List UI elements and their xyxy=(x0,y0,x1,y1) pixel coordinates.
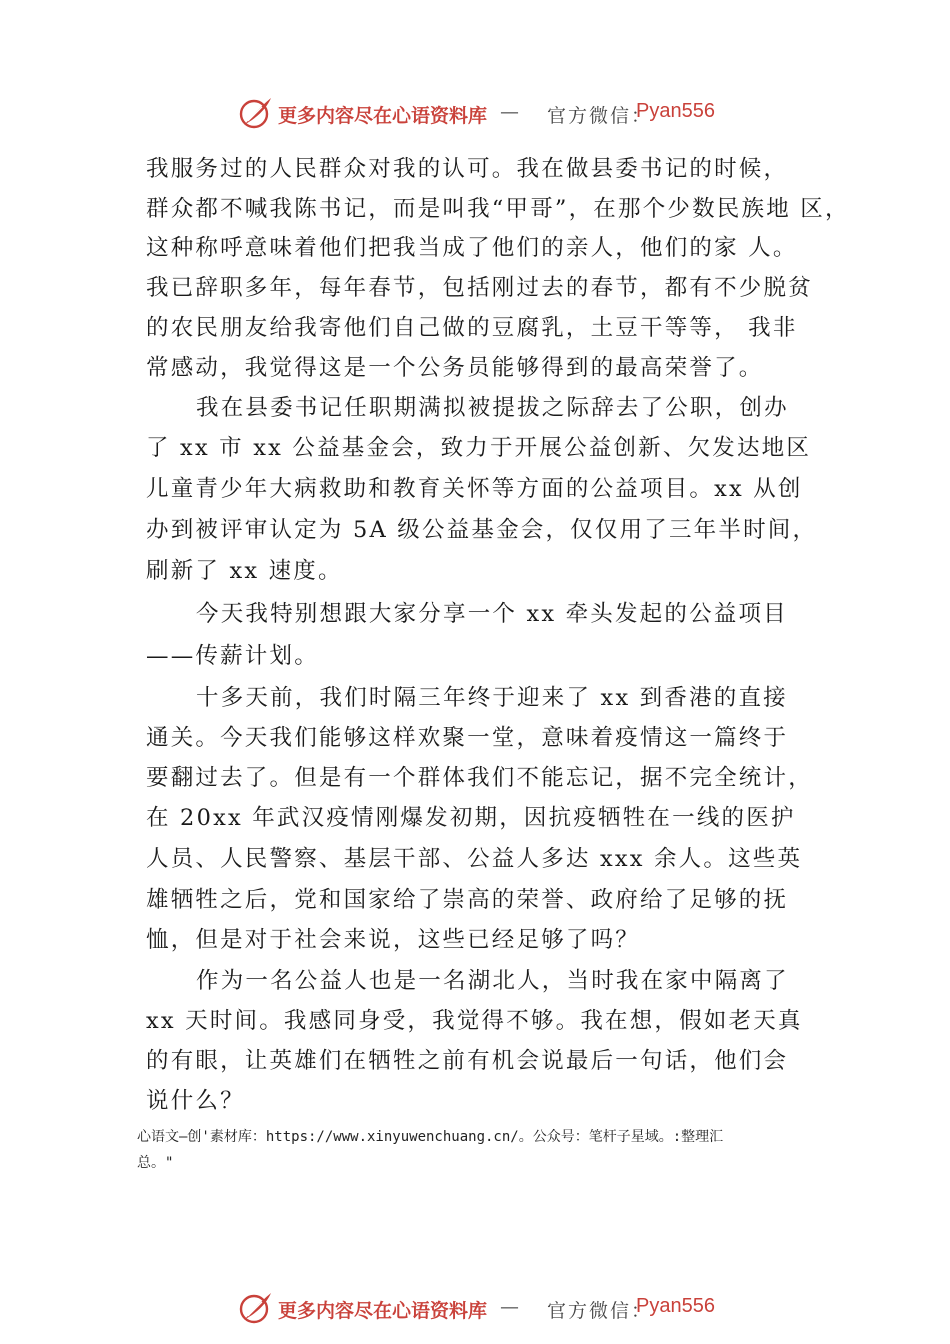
body-line: 雄牺牲之后，党和国家给了崇高的荣誉、政府给了足够的抚 xyxy=(146,887,789,913)
body-line: 我已辞职多年，每年春节，包括刚过去的春节，都有不少脱贫 xyxy=(146,275,813,301)
footer-banner xyxy=(0,1290,950,1330)
source-note-line1: 心语文—创'素材库：https://www.xinyuwenchuang.cn/。公众号：笔杆子星域。:整理汇 xyxy=(137,1129,724,1145)
banner-brand-text: 更多内容尽在心语资料库 xyxy=(278,105,488,127)
body-line: 人员、人民警察、基层干部、公益人多达 xxx 余人。这些英 xyxy=(146,846,803,872)
body-line: 恤，但是对于社会来说，这些已经足够了吗？ xyxy=(146,927,641,953)
source-note-line2: 总。" xyxy=(137,1155,174,1171)
body-line: xx 天时间。我感同身受，我觉得不够。我在想，假如老天真 xyxy=(146,1008,803,1034)
body-line: ——传薪计划。 xyxy=(146,643,319,669)
banner-wechat-id: Pyan556 xyxy=(636,1295,715,1317)
body-line: 这种称呼意味着他们把我当成了他们的亲人，他们的家 人。 xyxy=(146,235,798,261)
banner-brand-text: 更多内容尽在心语资料库 xyxy=(278,1300,488,1322)
body-line: 十多天前，我们时隔三年终于迎来了 xx 到香港的直接 xyxy=(196,685,788,711)
body-line: 要翻过去了。但是有一个群体我们不能忘记，据不完全统计， xyxy=(146,765,813,791)
banner-dash: — xyxy=(500,1296,519,1318)
body-line: 今天我特别想跟大家分享一个 xx 牵头发起的公益项目 xyxy=(196,601,788,627)
body-line: 刷新了 xx 速度。 xyxy=(146,558,343,584)
banner-wechat-id: Pyan556 xyxy=(636,100,715,122)
body-line: 了 xx 市 xx 公益基金会，致力于开展公益创新、欠发达地区 xyxy=(146,435,812,461)
banner-wechat-label: 官方微信： xyxy=(547,105,653,127)
quill-logo-icon xyxy=(238,95,274,131)
body-line: 作为一名公益人也是一名湖北人，当时我在家中隔离了 xyxy=(196,968,789,994)
body-line: 群众都不喊我陈书记，而是叫我“甲哥”，在那个少数民族地 区， xyxy=(146,196,850,222)
body-line: 常感动，我觉得这是一个公务员能够得到的最高荣誉了。 xyxy=(146,355,764,381)
body-line: 说什么？ xyxy=(146,1088,245,1114)
body-line: 在 20xx 年武汉疫情刚爆发初期，因抗疫牺牲在一线的医护 xyxy=(146,805,796,831)
body-line: 通关。今天我们能够这样欢聚一堂，意味着疫情这一篇终于 xyxy=(146,725,789,751)
body-line: 的农民朋友给我寄他们自己做的豆腐乳，土豆干等等， 我非 xyxy=(146,315,798,341)
header-banner xyxy=(0,95,950,135)
body-line: 儿童青少年大病救助和教育关怀等方面的公益项目。xx 从创 xyxy=(146,476,803,502)
banner-wechat-label: 官方微信： xyxy=(547,1300,653,1322)
body-line: 我服务过的人民群众对我的认可。我在做县委书记的时候， xyxy=(146,156,789,182)
body-line: 的有眼，让英雄们在牺牲之前有机会说最后一句话，他们会 xyxy=(146,1048,789,1074)
quill-logo-icon xyxy=(238,1290,274,1326)
body-line: 办到被评审认定为 5A 级公益基金会，仅仅用了三年半时间， xyxy=(146,517,818,543)
body-line: 我在县委书记任职期满拟被提拔之际辞去了公职，创办 xyxy=(196,395,789,421)
banner-dash: — xyxy=(500,101,519,123)
